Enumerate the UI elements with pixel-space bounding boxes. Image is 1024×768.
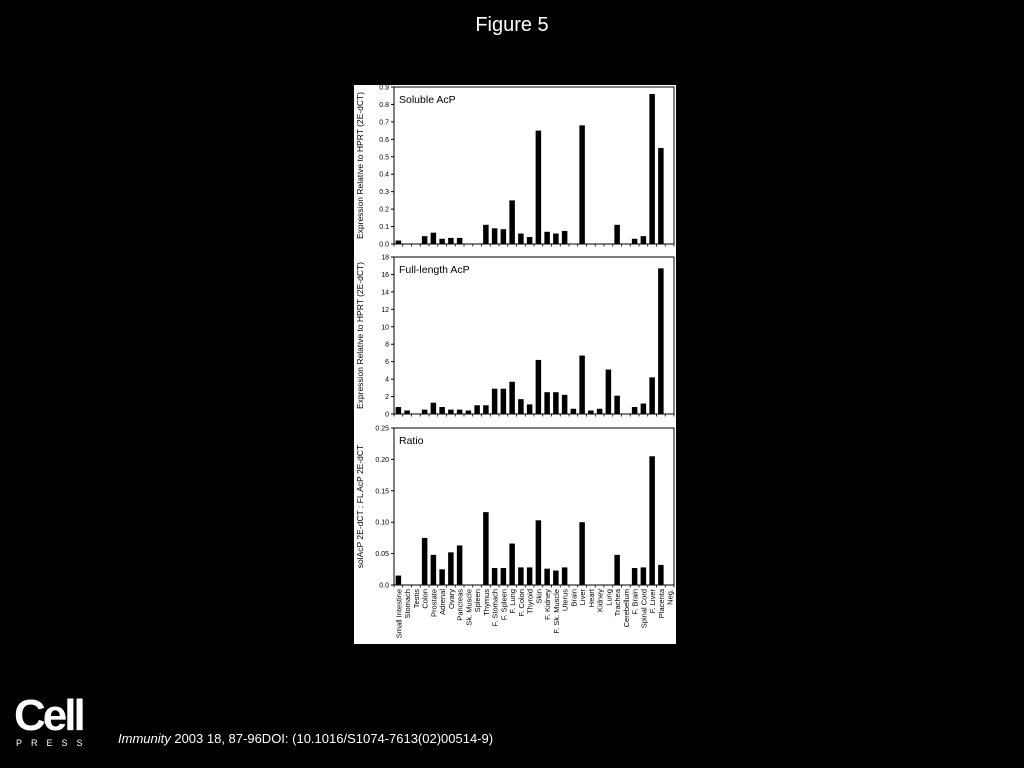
y-tick-label: 0.6	[379, 136, 389, 144]
bar	[632, 568, 638, 585]
bar	[658, 148, 664, 244]
bar	[422, 538, 428, 585]
category-label: Placenta	[656, 589, 666, 619]
category-label: Ovary	[446, 589, 456, 610]
category-label: Neg.	[665, 589, 675, 605]
bar	[536, 520, 542, 585]
bar	[439, 239, 445, 244]
bar	[518, 567, 524, 585]
bar	[649, 377, 655, 414]
bar	[457, 545, 463, 585]
bar	[536, 131, 542, 244]
y-tick-label: 0.5	[379, 154, 389, 162]
y-tick-label: 0.05	[375, 551, 389, 559]
category-label: F. Lung	[508, 589, 518, 614]
y-tick-label: 12	[381, 306, 389, 314]
y-tick-label: 0.1	[379, 224, 389, 232]
category-label: Spleen	[473, 589, 483, 613]
y-tick-label: 0.3	[379, 189, 389, 197]
citation-journal: Immunity	[118, 731, 171, 746]
category-label: Trachea	[613, 589, 623, 617]
panel-title: Ratio	[399, 435, 424, 447]
bar	[641, 567, 647, 585]
bar	[527, 567, 533, 585]
bar	[658, 268, 664, 414]
category-label: Pancreas	[455, 589, 465, 621]
bar	[396, 241, 402, 244]
category-label: Cerebellum	[621, 589, 631, 628]
bar	[562, 567, 568, 585]
category-label: Lung	[604, 589, 614, 606]
bar	[509, 544, 515, 585]
bar	[492, 568, 498, 585]
y-tick-label: 0.0	[379, 582, 389, 590]
y-tick-label: 0.25	[375, 425, 389, 433]
y-tick-label: 0.20	[375, 456, 389, 464]
logo-word: Cell	[14, 691, 83, 740]
y-tick-label: 18	[381, 254, 389, 262]
bar	[457, 238, 463, 244]
bar	[466, 411, 472, 414]
y-tick-label: 0.2	[379, 206, 389, 214]
bar	[501, 229, 507, 244]
bar	[544, 569, 550, 585]
y-tick-label: 0	[385, 411, 389, 419]
category-label: Adrenal	[438, 589, 448, 615]
bar	[474, 405, 480, 414]
y-tick-label: 0.4	[379, 171, 389, 179]
y-axis-label: solAcP 2E-dCT : FL AcP 2E-dCT	[355, 444, 365, 569]
bar	[571, 409, 577, 414]
y-tick-label: 2	[385, 394, 389, 402]
bar	[658, 565, 664, 585]
bar	[562, 395, 568, 414]
bar	[641, 404, 647, 414]
y-tick-label: 0.10	[375, 519, 389, 527]
bar	[579, 356, 585, 414]
category-label: Prostate	[429, 589, 439, 617]
bar	[422, 410, 428, 414]
bar	[448, 238, 454, 244]
category-label: Heart	[586, 589, 596, 608]
figure-panel	[354, 85, 676, 644]
category-label: Kidney	[595, 589, 605, 612]
y-tick-label: 0.8	[379, 101, 389, 109]
bar	[614, 396, 620, 414]
category-label: F. Brain	[630, 589, 640, 615]
y-tick-label: 0.7	[379, 119, 389, 127]
bar	[396, 576, 402, 585]
category-label: Small Intestine	[394, 589, 404, 639]
y-tick-label: 8	[385, 341, 389, 349]
figure-title: Figure 5	[475, 14, 549, 36]
bar	[396, 407, 402, 414]
bar	[448, 410, 454, 414]
y-tick-label: 10	[381, 324, 389, 332]
y-tick-label: 16	[381, 271, 389, 279]
bar	[492, 389, 498, 414]
bar	[606, 370, 612, 414]
bar	[448, 552, 454, 585]
y-tick-label: 6	[385, 359, 389, 367]
bar	[553, 234, 559, 244]
bar	[509, 382, 515, 414]
category-label: F. Liver	[648, 589, 658, 614]
category-label: Spinal Cord	[639, 589, 649, 629]
category-label: Uterus	[560, 589, 570, 612]
category-label: F. Kidney	[543, 589, 553, 620]
category-label: F. Colon	[516, 589, 526, 617]
bar	[614, 225, 620, 244]
bar	[553, 571, 559, 585]
y-tick-label: 14	[381, 289, 389, 297]
plot-frame-2	[394, 257, 674, 414]
bar	[483, 225, 489, 244]
category-label: Skin	[534, 589, 544, 604]
bar	[527, 237, 533, 244]
citation	[118, 731, 493, 746]
bar	[614, 555, 620, 585]
expression-bar-charts	[354, 85, 676, 644]
panel-title: Soluble AcP	[399, 94, 456, 106]
bar	[632, 239, 638, 244]
plot-frame-1	[394, 87, 674, 244]
bar	[649, 94, 655, 244]
category-label: Testis	[411, 589, 421, 609]
bar	[518, 234, 524, 244]
category-label: Liver	[578, 589, 588, 606]
y-axis-label: Expression Relative to HPRT (2E-dCT)	[355, 91, 365, 240]
panel-title: Full-length AcP	[399, 264, 470, 276]
citation-details: 2003 18, 87-96DOI: (10.1016/S1074-7613(02)00514-9)	[170, 731, 494, 746]
bar	[536, 360, 542, 414]
category-label: F. Spleen	[499, 589, 509, 621]
category-label: Sk. Muscle	[464, 589, 474, 626]
category-label: Thymus	[481, 589, 491, 616]
bar	[431, 555, 437, 585]
y-axis-label: Expression Relative to HPRT (2E-dCT)	[355, 261, 365, 410]
category-label: F. Sk. Muscle	[551, 589, 561, 634]
bar	[579, 125, 585, 244]
bar	[588, 411, 594, 414]
y-tick-label: 4	[385, 376, 389, 384]
bar	[439, 407, 445, 414]
bar	[457, 410, 463, 414]
bar	[483, 512, 489, 585]
category-label: F. Stomach	[490, 589, 500, 627]
bar	[501, 389, 507, 414]
bar	[501, 568, 507, 585]
bar	[439, 569, 445, 585]
bar	[544, 392, 550, 414]
bar	[632, 407, 638, 414]
bar	[483, 405, 489, 414]
bar	[422, 236, 428, 244]
bar	[527, 404, 533, 414]
bar	[641, 236, 647, 244]
bar	[404, 411, 410, 414]
y-tick-label: 0.15	[375, 488, 389, 496]
logo-press: PRESS	[16, 738, 92, 748]
cell-press-logo	[14, 691, 92, 750]
bar	[553, 392, 559, 414]
y-tick-label: 0.0	[379, 241, 389, 249]
bar	[431, 403, 437, 414]
bar	[544, 232, 550, 244]
bar	[649, 456, 655, 585]
category-label: Stomach	[403, 589, 413, 619]
category-label: Thyroid	[525, 589, 535, 615]
category-label: Brain	[569, 589, 579, 607]
y-tick-label: 0.9	[379, 85, 389, 92]
bar	[431, 233, 437, 244]
bar	[518, 399, 524, 414]
bar	[597, 409, 603, 414]
bar	[492, 228, 498, 244]
category-label: Colon	[420, 589, 430, 609]
bar	[579, 522, 585, 585]
bar	[562, 231, 568, 244]
bar	[509, 200, 515, 244]
